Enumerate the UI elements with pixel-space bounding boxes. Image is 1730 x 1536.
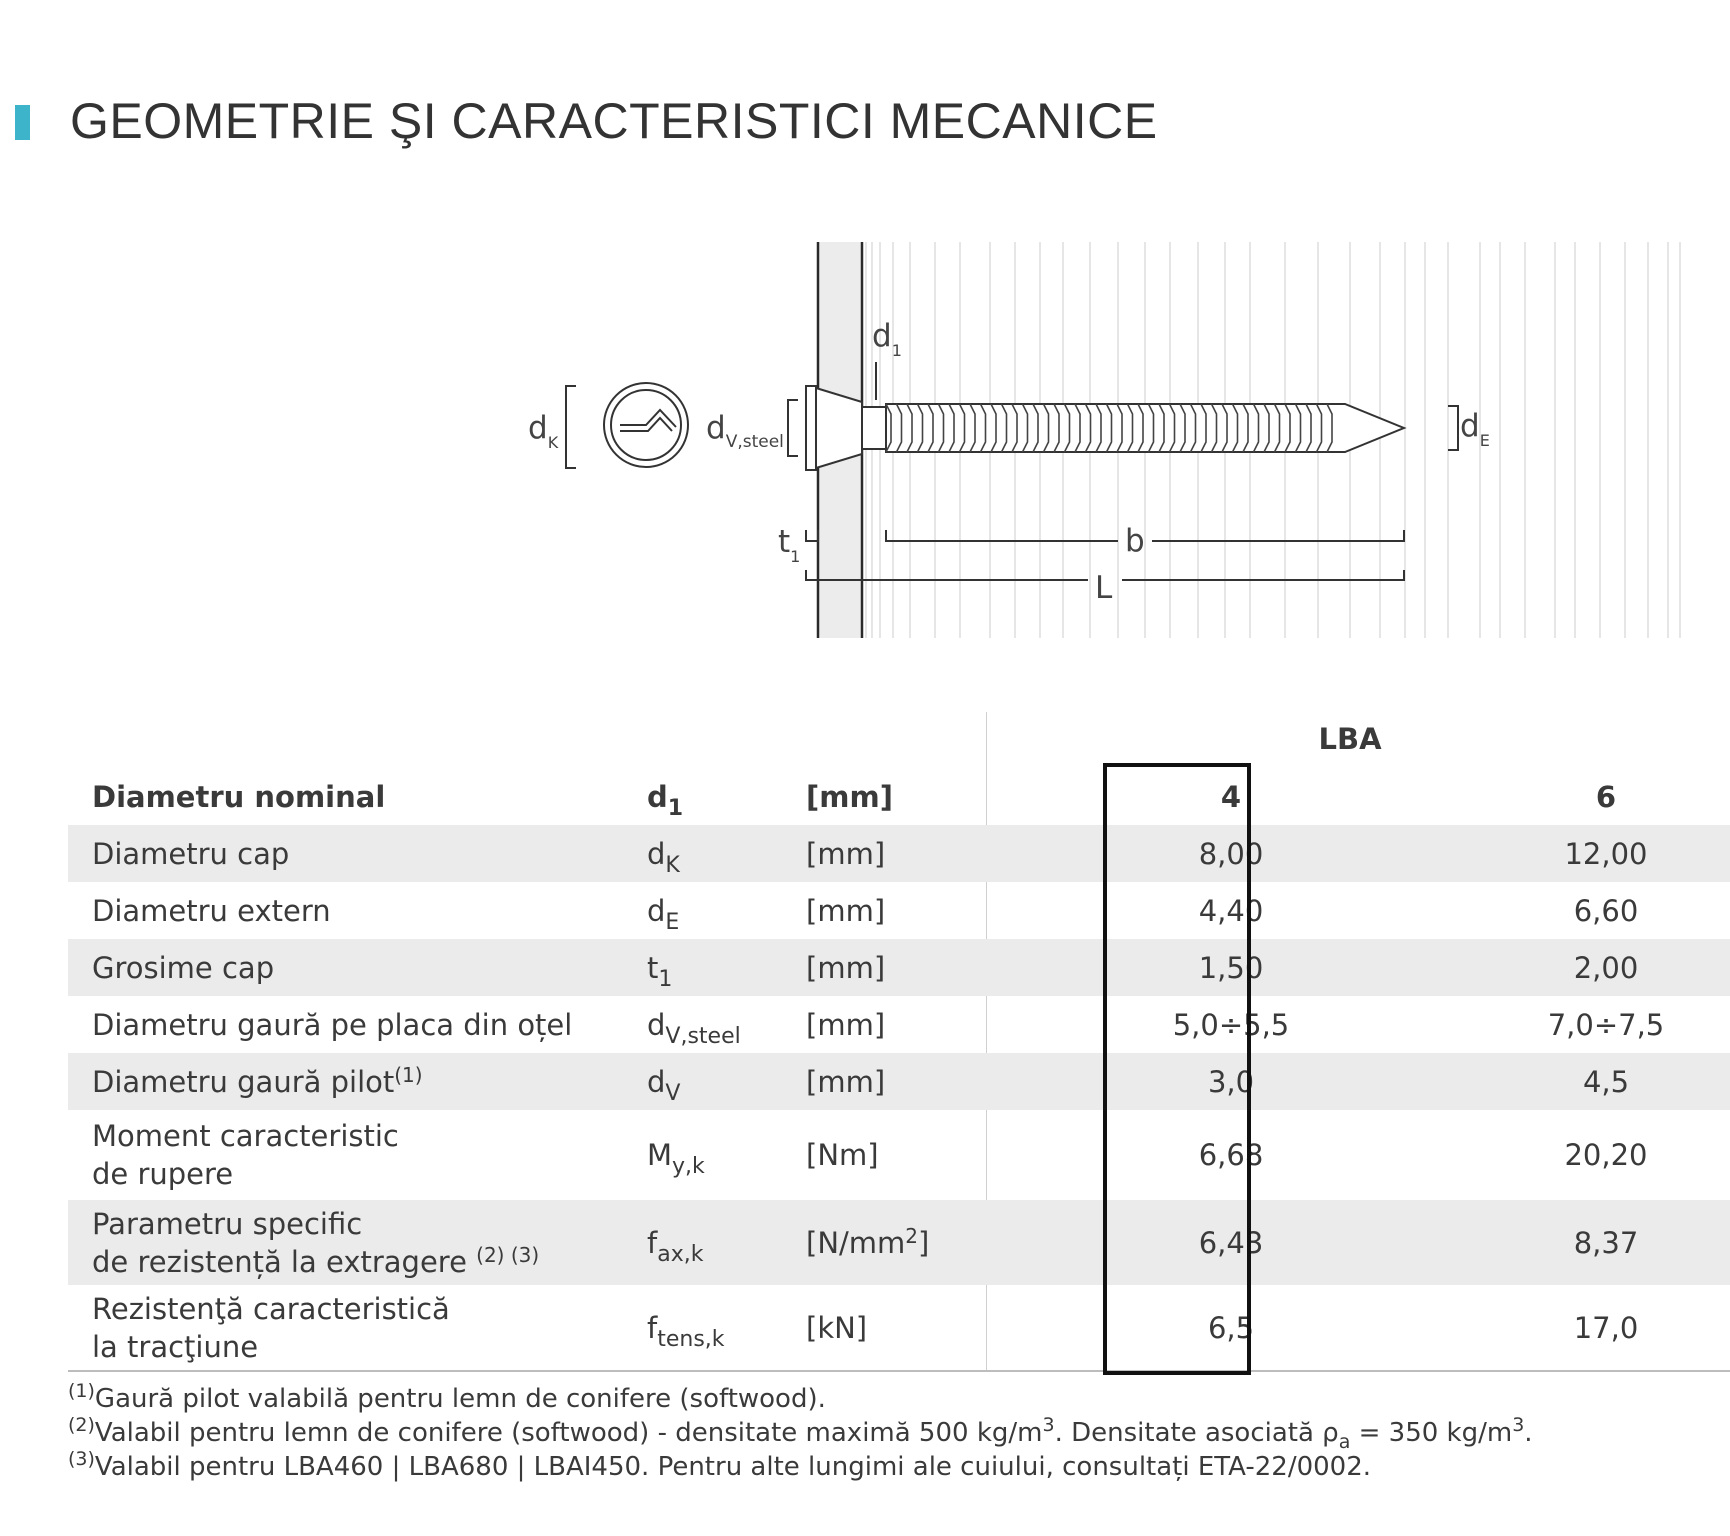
t1-bracket (806, 530, 818, 541)
row-value-4: 4,40 (1198, 893, 1264, 928)
L-label: L (1095, 570, 1113, 606)
row-unit: $[N/mm^2]$ (806, 1223, 930, 1260)
header-label: Diametru nominal (92, 780, 386, 814)
table-bottom-rule (68, 1370, 1730, 1372)
size-4-highlight-box (1103, 763, 1251, 1375)
row-symbol: $d_V$ (647, 1064, 681, 1106)
dv-steel-bracket (788, 400, 798, 456)
row-symbol: $t_1$ (647, 950, 673, 992)
nail-head (806, 386, 862, 470)
row-symbol: $d_E$ (647, 893, 680, 935)
footnote-3: $^{(3)}$Valabil pentru LBA460 | LBA680 | LBAI450. Pentru alte lungimi ale cuiului, consultați ETA-22/0002. (68, 1448, 1372, 1482)
row-value-6: 2,00 (1573, 950, 1639, 985)
row-unit: [Nm] (806, 1138, 879, 1172)
head-top-view (604, 383, 688, 467)
row-label: Moment caracteristic de rupere (92, 1119, 399, 1191)
footnote-1: $^{(1)}$Gaură pilot valabilă pentru lemn de conifere (softwood). (68, 1380, 826, 1414)
row-label: Diametru gaură pilot$^{(1)}$ (92, 1062, 423, 1099)
row-symbol: $f_{ax,k}$ (647, 1225, 704, 1267)
table-header-row (68, 769, 1730, 825)
page-title: GEOMETRIE ŞI CARACTERISTICI MECANICE (70, 93, 1158, 149)
dk-bracket (566, 386, 576, 468)
header-unit: [mm] (806, 780, 893, 814)
row-symbol: $f_{tens,k}$ (647, 1310, 725, 1352)
table-row (68, 882, 1730, 939)
row-unit: [mm] (806, 836, 886, 871)
de-bracket (1448, 406, 1458, 450)
row-value-4: 3,0 (1207, 1064, 1255, 1099)
row-value-6: 17,0 (1573, 1310, 1639, 1345)
row-label: Diametru cap (92, 836, 290, 871)
row-label: Parametru specific de rezistență la extragere $^{(2) (3)}$ (92, 1206, 540, 1279)
row-symbol: $M_{y,k}$ (647, 1138, 705, 1179)
row-unit: [mm] (806, 1064, 886, 1099)
row-value-6: 8,37 (1573, 1225, 1639, 1260)
b-label: b (1125, 523, 1145, 559)
row-unit: [kN] (806, 1310, 868, 1345)
dv-steel-label: $d_{V,steel}$ (706, 410, 784, 452)
table-row (68, 1200, 1730, 1285)
footnotes (68, 1382, 1533, 1484)
table-row (68, 1110, 1730, 1200)
row-unit: [mm] (806, 893, 886, 928)
row-value-6: 12,00 (1564, 836, 1648, 871)
row-label: Grosime cap (92, 950, 275, 985)
header-symbol: $d_1$ (647, 780, 684, 821)
de-label: $d_E$ (1460, 408, 1490, 450)
table-row (68, 825, 1730, 882)
row-value-4: 6,5 (1207, 1310, 1255, 1345)
row-value-4: 6,43 (1198, 1225, 1264, 1260)
d1-label: $d_1$ (872, 318, 902, 360)
row-value-4: 5,0÷5,5 (1172, 1007, 1290, 1042)
t1-label: $t_1$ (778, 524, 801, 566)
table-row (68, 1053, 1730, 1110)
row-value-4: 8,00 (1198, 836, 1264, 871)
header-size-4: 4 (1220, 780, 1242, 814)
header-size-6: 6 (1595, 780, 1617, 814)
row-label: Diametru gaură pe placa din oțel (92, 1007, 573, 1042)
row-value-4: 1,50 (1198, 950, 1264, 985)
row-label: Diametru extern (92, 893, 331, 928)
row-value-6: 7,0÷7,5 (1547, 1007, 1665, 1042)
row-unit: [mm] (806, 950, 886, 985)
table-row (68, 1285, 1730, 1370)
footnote-2: $^{(2)}$Valabil pentru lemn de conifere (softwood) - densitate maximă 500 $kg/m^3$. Densitate asociată $\rho_a = 350$ $kg/m^3$. (68, 1414, 1533, 1453)
row-symbol: $d_{V,steel}$ (647, 1007, 741, 1049)
spec-table (68, 769, 1730, 1370)
product-group-label: LBA (1318, 722, 1382, 756)
table-row (68, 939, 1730, 996)
row-label: Rezistenţă caracteristică la tracţiune (92, 1291, 450, 1364)
row-symbol: $d_K$ (647, 836, 680, 878)
dk-label: $d_K$ (528, 410, 559, 452)
row-value-4: 6,68 (1198, 1138, 1264, 1172)
row-value-6: 4,5 (1582, 1064, 1630, 1099)
table-row (68, 996, 1730, 1053)
row-unit: [mm] (806, 1007, 886, 1042)
row-value-6: 6,60 (1573, 893, 1639, 928)
row-value-6: 20,20 (1564, 1138, 1648, 1172)
nail-diagram (0, 0, 1730, 660)
